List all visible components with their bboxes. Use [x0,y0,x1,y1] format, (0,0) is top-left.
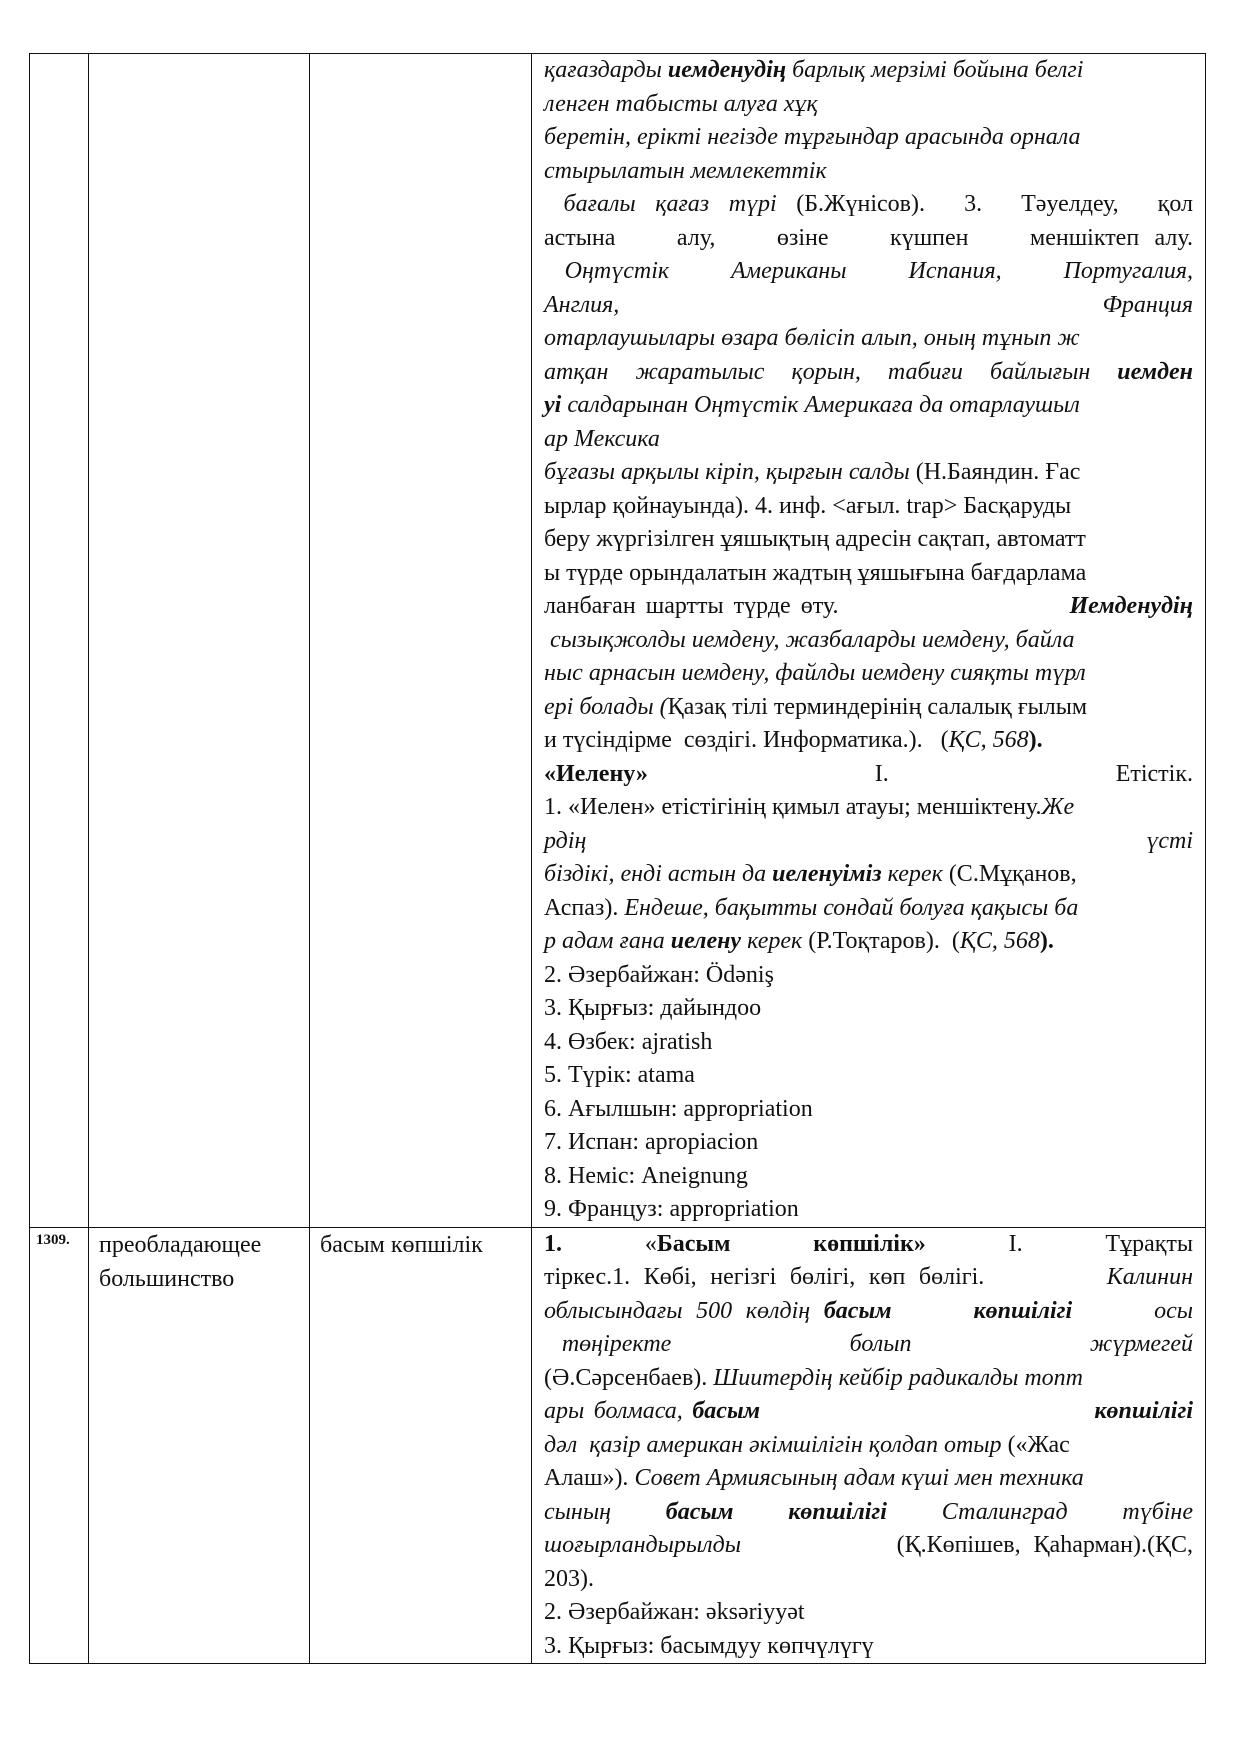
text-segment: уі [544,392,562,418]
entry-number: 1309. [36,1231,70,1248]
text-segment: (Ә.Сәрсенбаев). [544,1364,714,1391]
text-segment: Же [1041,794,1075,820]
text-segment: («Жас [1001,1431,1070,1458]
text-segment: Оңтүстік Американы Испания, Португалия, [544,258,1193,284]
number-cell [30,54,89,1228]
table-row [30,54,1206,1228]
text-segment: беретін, ерікті негізде тұрғындар арасында орнала [544,124,1081,150]
definition-line [544,1059,1193,1093]
text-segment: көпшілігі [1094,1398,1193,1424]
text-segment: басым көпшілігі [823,1297,1073,1324]
text-segment: 203). [544,1565,594,1592]
text-segment: Калинин [1106,1264,1193,1290]
text-segment: ері болады ( [544,693,668,720]
definition-line [544,1126,1193,1160]
text-segment: ҚС, 568 [959,928,1040,954]
text-segment: ар Мексика [544,425,660,452]
table-row [30,1227,1206,1664]
text-segment: керек [741,928,803,954]
definition-line [544,1429,1193,1463]
text-segment: басым көпшілігі [665,1498,887,1525]
text-segment: Совет Армиясының адам күші мен техника [634,1465,1084,1491]
kazakh-term: басым көпшілік [320,1231,483,1258]
text-segment: ). [1039,928,1054,954]
text-segment: Сталинград түбіне [886,1498,1193,1525]
text-segment: Иемденудің [1069,593,1193,619]
text-segment: барлық мерзімі бойына белгі [786,57,1084,83]
text-segment: ланбаған шартты түрде өту. [544,593,1070,619]
definition-line [544,1496,1193,1530]
definition-line [544,490,1193,524]
text-segment: отарлаушылары өзара бөлісіп алып, оның тұнып ж [544,325,1080,351]
definition-line [544,858,1193,892]
definition-line [544,925,1193,959]
definition-line [544,322,1193,356]
definition-line [544,255,1193,289]
text-segment: сызықжолды иемдену, жазбаларды иемдену, байла [544,626,1075,653]
text-segment: 8. Неміс: Aneignung [544,1162,748,1189]
text-segment: иемденудің [667,57,787,83]
text-segment: ҚС, 568 [948,727,1029,753]
definition-line [544,423,1193,457]
text-segment: керек [881,861,943,887]
definition-line [544,1462,1193,1496]
definition-line [544,1596,1193,1630]
text-segment: шоғырландырылды [544,1532,741,1558]
definition-line [544,624,1193,658]
text-segment: ырлар қойнауында). [544,492,756,519]
text-segment: «Иелену» [544,760,648,787]
definition-line [544,791,1193,825]
text-segment: төңіректе болып жүрмегей [544,1331,1193,1357]
text-segment: тіркес. [544,1264,613,1290]
definition-line [544,992,1193,1026]
text-segment: дәл қазір американ әкімшілігін қолдап отыр [544,1431,1002,1458]
definition-line [544,1395,1193,1429]
text-segment: атқан жаратылыс қорын, табиғи байлығын [544,358,1118,385]
definition-line [544,1093,1193,1127]
definition-line [544,289,1193,323]
definition-line [544,121,1193,155]
definition-line [544,523,1193,557]
text-segment: «Иелен» етістігінің қимыл атауы; меншіктену. [562,794,1042,820]
text-segment: Көбі, негізгі бөлігі, көп бөлігі. [630,1264,1107,1290]
text-segment: 3. [964,191,983,217]
text-segment: (Н.Баяндин. Ғас [909,459,1081,485]
text-segment: ары болмаса, [544,1398,693,1424]
text-segment: « [562,1230,657,1257]
dictionary-table [29,53,1206,1664]
text-segment: басым [692,1398,761,1424]
text-segment: 7. Испан: apropiacion [544,1129,759,1155]
text-segment: 6. Ағылшын: appropriation [544,1095,813,1122]
definition-line [544,1228,1193,1262]
text-segment: 9. Француз: appropriation [544,1196,799,1222]
text-segment: рдің үсті [544,827,1193,854]
text-segment: Аспаз). [544,894,625,921]
definition-line [544,1328,1193,1362]
text-segment: І. Тұрақты [925,1230,1194,1257]
definition-line [544,724,1193,758]
text-segment: 4. [755,492,774,519]
text-segment: 4. Өзбек: ajratish [544,1028,713,1055]
definition-line [544,222,1193,256]
definition-line [544,54,1193,88]
text-segment: и түсіндірме сөздігі. Информатика.). ( [544,727,949,753]
text-segment: иелену [670,928,742,954]
definition-line [544,1630,1193,1664]
definition-cell [532,54,1206,1228]
text-segment: (Қ.Көпішев, Қаһарман).(ҚС, [741,1532,1193,1558]
definition-line [544,1362,1193,1396]
text-segment: 1. [544,794,562,820]
definition-line [544,188,1193,222]
definition-line [544,1026,1193,1060]
kazakh-term-cell [310,54,532,1228]
russian-term-cell [89,1227,310,1664]
text-segment: беру жүргізілген ұяшықтың адресін сақтап, автоматт [544,526,1086,552]
definition-line [544,389,1193,423]
text-segment: ы түрде орындалатын жадтың ұяшығына бағдарлама [544,559,1087,586]
text-segment: (С.Мұқанов, [942,861,1077,887]
text-segment: осы [1072,1297,1194,1324]
text-segment: 3. Қырғыз: дайындоо [544,995,762,1021]
definition-text [532,1228,1205,1664]
definition-line [544,825,1193,859]
text-segment: Шиитердің кейбір радикалды топт [713,1364,1083,1391]
text-segment: І. Етістік. [647,760,1193,787]
text-segment: қағаздарды [544,57,668,83]
text-segment: біздікі, енді астын да [544,861,773,887]
text-segment: салдарынан Оңтүстік Америкаға да отарлаушыл [561,392,1080,418]
text-segment [760,1398,1094,1424]
text-segment: 3. Қырғыз: басымдуу көпчүлүгү [544,1632,874,1659]
text-segment: сының [544,1498,666,1525]
text-segment: 5. Түрік: atama [544,1062,695,1088]
text-segment: 2. Әзербайжан: əksəriyyət [544,1599,805,1625]
text-segment: р адам ғана [544,928,671,954]
text-segment: Ендеше, бақытты сондай болуға қақысы ба [624,894,1079,921]
number-cell [30,1227,89,1664]
text-segment: ныс арнасын иемдену, файлды иемдену сияқты түрл [544,660,1086,686]
definition-line [544,1563,1193,1597]
definition-line [544,892,1193,926]
definition-line [544,691,1193,725]
text-segment: Басым көпшілік» [656,1230,926,1257]
text-segment: бағалы қағаз түрі [544,191,777,217]
definition-line [544,557,1193,591]
definition-line [544,1295,1193,1329]
definition-cell [532,1227,1206,1664]
text-segment: стырылатын мемлекеттік [544,157,827,184]
definition-line [544,959,1193,993]
definition-line [544,155,1193,189]
definition-line [544,590,1193,624]
definition-line [544,1529,1193,1563]
text-segment: ленген табысты алуға хұқ [544,90,818,117]
definition-line [544,657,1193,691]
kazakh-term-cell [310,1227,532,1664]
text-segment: иеленуіміз [772,861,882,887]
definition-line [544,758,1193,792]
definition-text [532,54,1205,1227]
text-segment: Тәуелдеу, қол [982,191,1193,217]
russian-term: преобладающее большинство [99,1231,262,1292]
definition-line [544,1160,1193,1194]
text-segment: 1. [612,1264,631,1290]
text-segment: облысындағы 500 көлдің [544,1297,824,1324]
text-segment: 2. Әзербайжан: Ödəniş [544,961,774,988]
definition-line [544,1193,1193,1227]
text-segment: иемден [1117,358,1193,385]
text-segment: астына алу, өзіне күшпен меншіктеп алу. [544,224,1193,251]
russian-term-cell [89,54,310,1228]
text-segment: бұғазы арқылы кіріп, қырғын салды [544,459,910,485]
text-segment: (Б.Жүнісов). [776,191,965,217]
text-segment: инф. <ағыл. trap> Басқаруды [773,492,1072,519]
definition-line [544,356,1193,390]
text-segment: Қазақ тілі терминдерінің салалық ғылым [667,693,1088,720]
text-segment: Алаш»). [544,1465,635,1491]
text-segment: Англия, Франция [544,291,1193,318]
definition-line [544,1261,1193,1295]
text-segment: (Р.Тоқтаров). ( [802,928,960,954]
text-segment: 1. [544,1230,562,1257]
definition-line [544,88,1193,122]
definition-line [544,456,1193,490]
text-segment: ). [1028,727,1043,753]
